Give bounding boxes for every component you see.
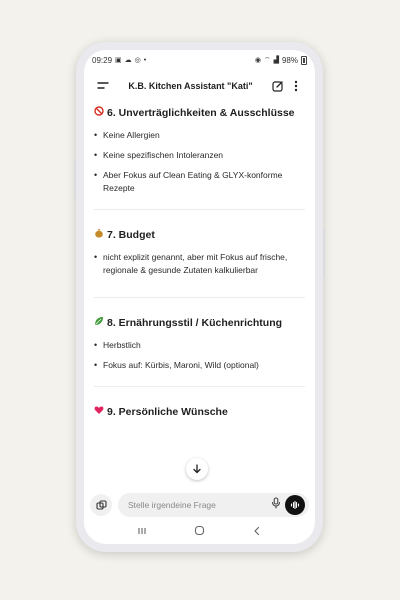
dot-icon: • (143, 56, 147, 64)
chrome-icon: ◎ (134, 56, 141, 64)
battery-percent: 98% (281, 55, 298, 65)
message-input[interactable] (128, 500, 267, 510)
section-title: 6. Unverträglichkeiten & Ausschlüsse (107, 106, 295, 119)
status-bar (84, 50, 315, 70)
section-title: 9. Persönliche Wünsche (107, 405, 228, 418)
section-personal-wishes (94, 405, 305, 418)
prohibited-icon (94, 106, 104, 119)
composer (90, 492, 309, 518)
list-item: • Fokus auf: Kürbis, Maroni, Wild (optional) (94, 359, 305, 372)
list-item: • Herbstlich (94, 339, 305, 352)
phone-side-button-left (74, 160, 76, 198)
home-icon[interactable] (194, 523, 205, 541)
phone-side-button-right (323, 228, 325, 278)
section-heading (94, 405, 305, 418)
bullet-list (94, 251, 305, 277)
gallery-icon: ▣ (115, 56, 122, 64)
list-item: • Keine spezifischen Intoleranzen (94, 149, 305, 162)
money-bag-icon (94, 228, 104, 241)
assistant-message (84, 106, 315, 486)
alarm-icon: ◉ (254, 56, 261, 64)
cloud-icon: ☁ (124, 56, 132, 64)
battery-icon (301, 56, 307, 65)
signal-icon: ▟ (273, 56, 279, 64)
divider (94, 386, 305, 387)
status-right (255, 56, 307, 65)
section-budget (94, 228, 305, 277)
divider (94, 297, 305, 298)
app-bar (84, 72, 315, 100)
back-icon[interactable] (252, 523, 262, 541)
voice-mode-button[interactable] (285, 495, 305, 515)
phone-screen (84, 50, 315, 544)
section-heading (94, 228, 305, 241)
section-diet-style (94, 316, 305, 372)
list-item: • Aber Fokus auf Clean Eating & GLYX-konforme Rezepte (94, 169, 305, 195)
new-chat-icon[interactable] (269, 77, 287, 95)
message-input-container (118, 493, 309, 517)
more-options-icon[interactable] (287, 77, 305, 95)
attach-button[interactable] (90, 494, 112, 516)
waveform-icon (290, 500, 300, 510)
scroll-down-button[interactable] (186, 458, 208, 480)
menu-icon[interactable] (94, 77, 112, 95)
section-heading (94, 106, 305, 119)
list-item: • Keine Allergien (94, 129, 305, 142)
phone-frame (76, 42, 323, 552)
wifi-icon: ⌔ (264, 56, 271, 64)
status-left (92, 56, 146, 65)
section-title: 8. Ernährungsstil / Küchenrichtung (107, 316, 283, 329)
bullet-list (94, 339, 305, 372)
section-title: 7. Budget (107, 228, 155, 241)
bullet-list (94, 129, 305, 195)
divider (94, 209, 305, 210)
microphone-icon[interactable] (271, 496, 281, 514)
system-nav-bar (84, 520, 315, 544)
section-allergies (94, 106, 305, 195)
arrow-down-icon (192, 464, 202, 474)
list-item: • nicht explizit genannt, aber mit Fokus auf frische, regionale & gesunde Zutaten kalkulierbar (94, 251, 305, 277)
leaf-icon (94, 316, 104, 329)
attach-icon (96, 500, 107, 511)
status-time: 09:29 (92, 55, 113, 65)
recents-icon[interactable] (137, 523, 147, 541)
heart-icon (94, 405, 104, 418)
chat-title[interactable]: K.B. Kitchen Assistant "Kati" (128, 81, 253, 91)
section-heading (94, 316, 305, 329)
